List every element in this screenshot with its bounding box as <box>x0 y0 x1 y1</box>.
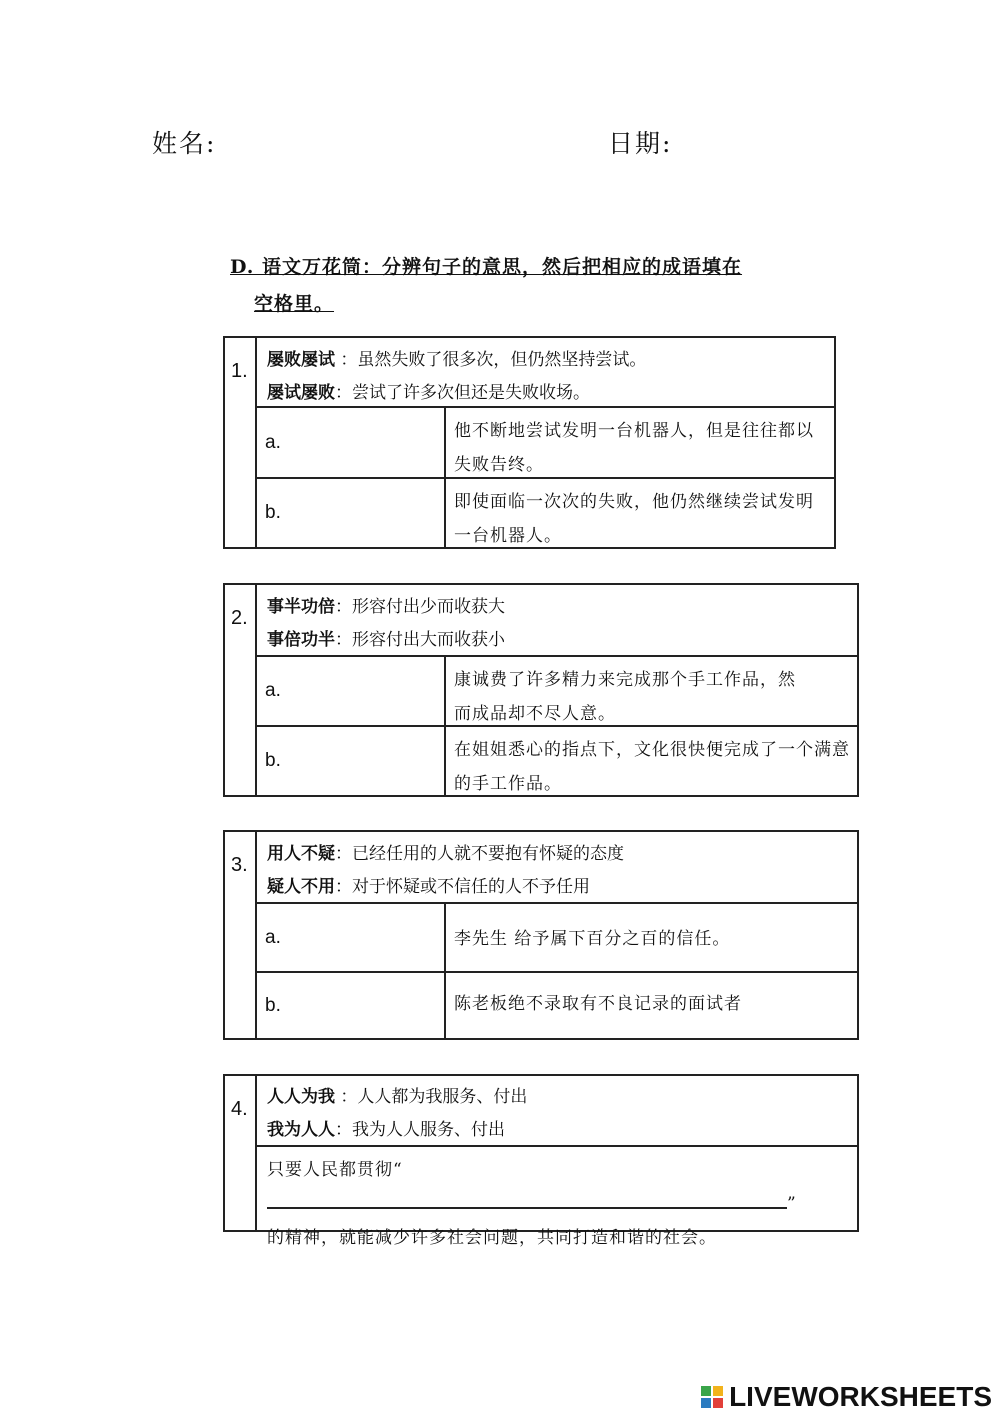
definition-line <box>267 378 590 403</box>
answer-cell <box>257 479 446 547</box>
idiom-definitions <box>257 585 857 657</box>
idiom-definitions <box>257 832 857 904</box>
idiom-separator: ： <box>335 1120 352 1140</box>
instruction-line-1: D. 语文万花筒：分辨句子的意思，然后把相应的成语填在 <box>230 256 743 278</box>
answer-input-2b[interactable] <box>293 746 436 776</box>
answer-cell <box>257 904 446 971</box>
brand-icon <box>701 1386 723 1408</box>
idiom-separator: ： <box>335 630 352 650</box>
date-label: 日期: <box>608 129 673 158</box>
idiom-separator: ： <box>335 877 352 897</box>
idiom-separator: ： <box>335 1087 358 1107</box>
item-sentence: 李先生 给予属下百分之百的信任。 <box>454 929 731 949</box>
question-3-box <box>223 830 859 1040</box>
question-row <box>257 408 834 479</box>
idiom-separator: ： <box>335 597 352 617</box>
item-letter: a. <box>265 680 281 701</box>
question-number: 4. <box>231 1098 248 1120</box>
answer-cell <box>257 973 446 1038</box>
question-number: 3. <box>231 854 248 876</box>
idiom-term: 人人为我 <box>267 1087 335 1107</box>
definition-line <box>267 1082 527 1107</box>
idiom-meaning: 已经任用的人就不要抱有怀疑的态度 <box>352 844 624 864</box>
question-row <box>257 904 857 973</box>
answer-input-3b[interactable] <box>293 991 436 1021</box>
question-row <box>257 657 857 727</box>
question-row <box>257 1147 857 1248</box>
question-1-box <box>223 336 836 549</box>
idiom-term: 我为人人 <box>267 1120 335 1140</box>
fill-blank[interactable] <box>267 1189 787 1209</box>
answer-input-2a[interactable] <box>293 676 436 706</box>
item-sentence: 陈老板绝不录取有不良记录的面试者 <box>454 994 742 1014</box>
idiom-meaning: 人人都为我服务、付出 <box>357 1087 528 1107</box>
item-sentence: 康诚费了许多精力来完成那个手工作品，然而成品却不尽人意。 <box>454 670 796 724</box>
idiom-meaning: 尝试了许多次但还是失败收场。 <box>352 383 590 403</box>
idiom-meaning: 形容付出大而收获小 <box>352 630 505 650</box>
question-number-column <box>225 585 257 795</box>
idiom-separator: ： <box>335 844 352 864</box>
item-letter: b. <box>265 750 281 771</box>
definition-line <box>267 1115 505 1140</box>
definition-line <box>267 625 505 650</box>
idiom-meaning: 形容付出少而收获大 <box>352 597 505 617</box>
idiom-separator: ： <box>335 383 352 403</box>
question-number-column <box>225 338 257 547</box>
idiom-meaning: 虽然失败了很多次，但仍然坚持尝试。 <box>357 350 647 370</box>
answer-cell <box>257 408 446 477</box>
idiom-separator: ： <box>335 350 358 370</box>
idiom-definitions <box>257 338 834 408</box>
question-2-box <box>223 583 859 797</box>
answer-cell <box>257 727 446 795</box>
item-letter: a. <box>265 926 281 948</box>
item-sentence: 在姐姐悉心的指点下，文化很快便完成了一个满意的手工作品。 <box>454 740 850 794</box>
item-sentence: 即使面临一次次的失败，他仍然继续尝试发明一台机器人。 <box>454 492 814 546</box>
question-number: 1. <box>231 360 248 382</box>
idiom-term: 屡试屡败 <box>267 383 335 403</box>
definition-line <box>267 592 505 617</box>
brand-logo <box>701 1381 992 1413</box>
idiom-term: 事半功倍 <box>267 597 335 617</box>
question-row <box>257 727 857 795</box>
brand-text: LIVEWORKSHEETS <box>729 1381 992 1412</box>
sentence-after: 的精神，就能减少许多社会问题，共同打造和谐的社会。 <box>267 1228 717 1248</box>
question-4-box <box>223 1074 859 1248</box>
idiom-meaning: 对于怀疑或不信任的人不予任用 <box>352 877 590 897</box>
idiom-term: 用人不疑 <box>267 844 335 864</box>
idiom-definitions <box>257 1076 857 1147</box>
idiom-term: 事倍功半 <box>267 630 335 650</box>
question-number-column <box>225 832 257 1038</box>
sentence-close: ” <box>787 1194 797 1214</box>
answer-input-1b[interactable] <box>293 498 436 528</box>
question-number-column <box>225 1076 257 1230</box>
logo-square <box>713 1398 723 1408</box>
logo-square <box>713 1386 723 1396</box>
idiom-meaning: 我为人人服务、付出 <box>352 1120 505 1140</box>
instruction-line-2: 空格里。 <box>254 293 335 315</box>
logo-square <box>701 1386 711 1396</box>
sentence-before: 只要人民都贯彻“ <box>267 1160 403 1180</box>
idiom-term: 疑人不用 <box>267 877 335 897</box>
answer-input-1a[interactable] <box>293 428 436 458</box>
answer-input-3a[interactable] <box>293 923 436 953</box>
question-row <box>257 479 834 547</box>
definition-line <box>267 839 624 864</box>
name-label: 姓名: <box>152 129 217 158</box>
item-letter: b. <box>265 994 281 1016</box>
answer-cell <box>257 657 446 725</box>
idiom-term: 屡败屡试 <box>267 350 335 370</box>
item-letter: a. <box>265 431 281 453</box>
definition-line <box>267 345 646 370</box>
question-number: 2. <box>231 607 248 629</box>
item-sentence: 他不断地尝试发明一台机器人，但是往往都以失败告终。 <box>454 421 814 475</box>
definition-line <box>267 872 590 897</box>
item-letter: b. <box>265 502 281 523</box>
question-row <box>257 973 857 1038</box>
logo-square <box>701 1398 711 1408</box>
fill-sentence <box>267 1153 851 1255</box>
